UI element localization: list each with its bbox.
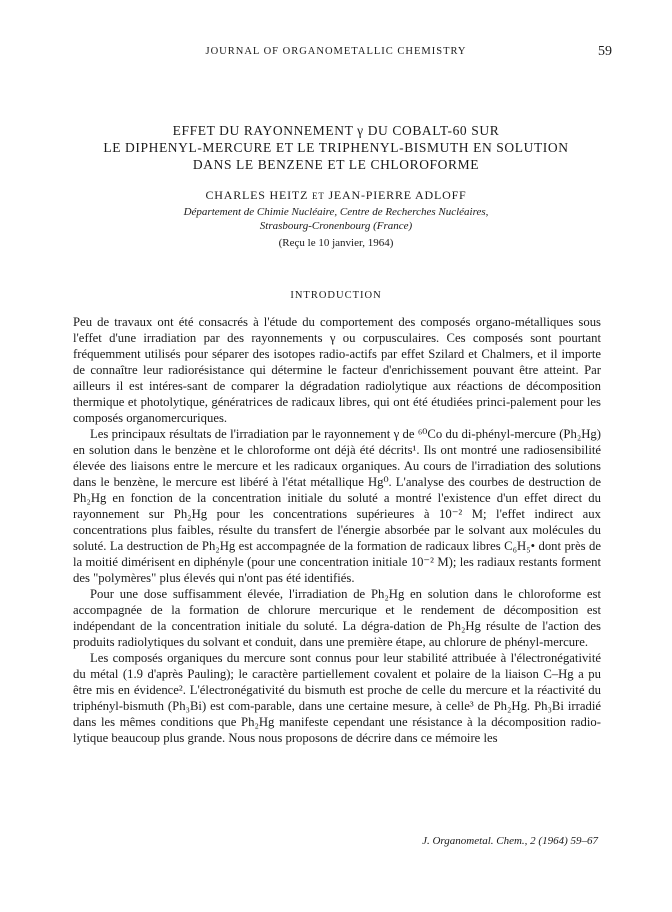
- article-title: [60, 122, 612, 173]
- paragraph: Les composés organiques du mercure sont connus pour leur stabilité attribuée à l'électronégativité du métal (1.9 d'après Pauling); le caractère partiellement covalent et polaire de la liaison C–Hg a pu être mis en évidence². L'électronégativité du bismuth est proche de celle du mercure et la réactivité du triphényl-bismuth (Ph₃Bi) est com-parable, dans une certaine mesure, à celle³ de Ph₂Hg. Ph₃Bi irradié dans les mêmes conditions que Ph₂Hg manifeste cependant une résistance à la décomposition radio-lytique beaucoup plus grande. Nous nous proposons de décrire dans ce mémoire les: [73, 651, 601, 745]
- section-heading: INTRODUCTION: [290, 290, 382, 301]
- page-number: 59: [598, 44, 612, 59]
- paragraph: Peu de travaux ont été consacrés à l'étude du comportement des composés organo-métalliques sous l'effet d'une irradiation par des rayonnements γ ou corpusculaires. Ces composés sont pourtant fréquemment utilisés pour séparer des isotopes radio-actifs par effet Szilard et Chalmers, et il importe de connaître leur radiorésistance qui détermine le facteur d'enrichissement pouvant être atteint. Par ailleurs il est intéres-sant de comparer la dégradation radiolytique aux réactions de décomposition thermique et photolytique, génératrices de radicaux libres, qui ont été étudiées princi-palement pour les composés organomercuriques.: [73, 315, 601, 425]
- author-line: [60, 188, 612, 203]
- paragraph-text: Pour une dose suffisamment élevée, l'irradiation de Ph₂Hg en solution dans le chloroforme: [90, 587, 582, 601]
- author-conjunction: ET: [312, 191, 325, 201]
- received-date: (Reçu le 10 janvier, 1964): [278, 237, 394, 249]
- body-text: [73, 314, 601, 746]
- paragraph: [73, 586, 601, 650]
- title-line-2: LE DIPHENYL-MERCURE ET LE TRIPHENYL-BISMUTH EN SOLUTION: [103, 140, 569, 155]
- paragraph: Les principaux résultats de l'irradiation par le rayonnement γ de ⁶⁰Co du di-phényl-mercure (Ph₂Hg) en solution dans le benzène et le chloroforme ont déjà été décrits¹. Ils ont montré une radiosensibilité élevée des liaisons entre le mercure et les radicaux organiques. Au cours de l'irradiation des solutions dans le benzène, le mercure est libéré à l'état métallique Hg⁰. L'analyse des courbes de destruction de Ph₂Hg en fonction de la concentration initiale du soluté a montré l'existence d'un effet direct du rayonnement sur Ph₂Hg pour les concentrations supérieures à 10⁻² M; l'effet indirect aux concentrations plus faibles, résulte du transfert de l'énergie absorbée par le solvant aux molécules du soluté. La destruction de Ph₂Hg est accompagnée de la formation de radicaux libres C₆H₅• dont près de la moitié dimérisent en diphényle (pour une concentration initiale 10⁻² M); les radiaux restants forment des "polymères" plus élevés qui n'ont pas été identifiés.: [73, 427, 601, 585]
- journal-citation: J. Organometal. Chem., 2 (1964) 59–67: [422, 835, 598, 847]
- affiliation-line: Département de Chimie Nucléaire, Centre de Recherches Nucléaires,: [183, 206, 489, 218]
- title-line-1: EFFET DU RAYONNEMENT γ DU COBALT-60 SUR: [172, 123, 500, 138]
- affiliation: [60, 205, 612, 233]
- author-name: JEAN-PIERRE ADLOFF: [328, 188, 467, 202]
- author-name: CHARLES HEITZ: [205, 188, 309, 202]
- title-line-3: DANS LE BENZENE ET LE CHLOROFORME: [192, 157, 480, 172]
- running-head: JOURNAL OF ORGANOMETALLIC CHEMISTRY: [205, 46, 467, 57]
- paragraph-text: est accompagnée de la formation de chlorure mercurique et le rendement de décomposition est indépendant de la concentration initiale du soluté. La dégra-dation de Ph₂Hg résulte de l'action des produits radiolytiques du solvant et conduit, dans une première étape, au chlorure de phényl-mercure.: [73, 587, 601, 649]
- affiliation-line: Strasbourg-Cronenbourg (France): [259, 220, 413, 232]
